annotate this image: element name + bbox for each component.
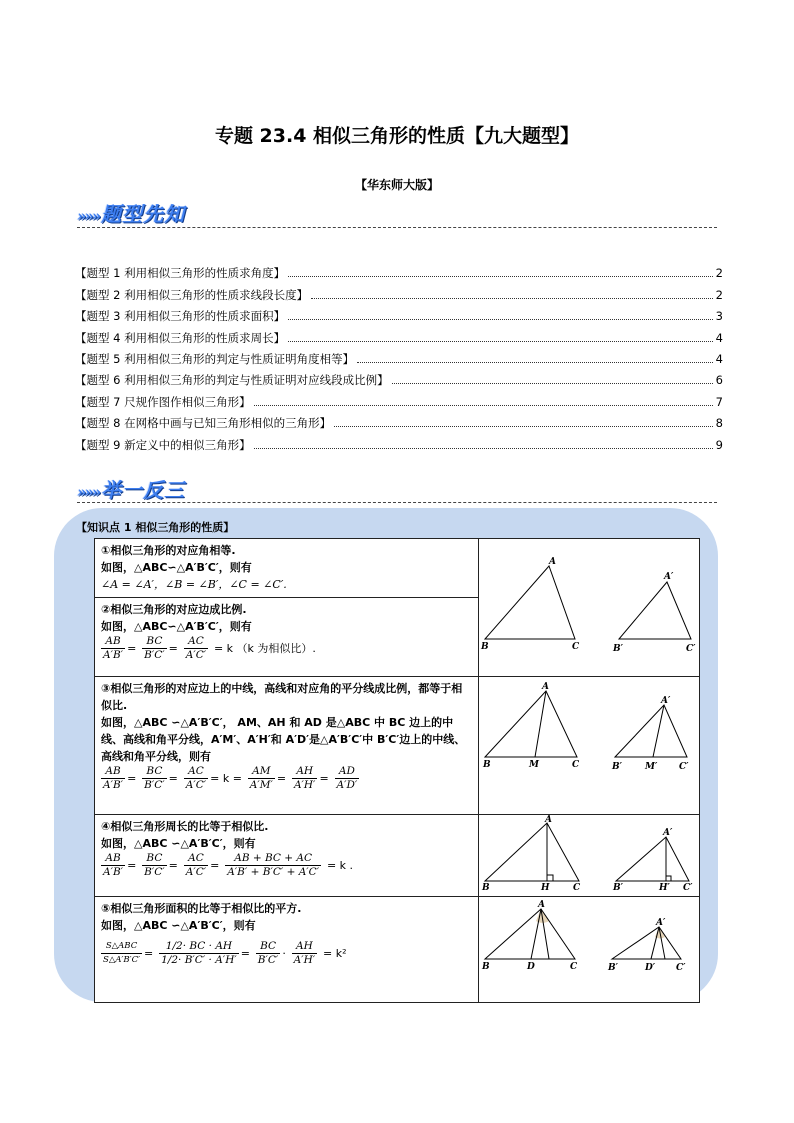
svg-text:C: C xyxy=(572,760,580,770)
svg-text:C′: C′ xyxy=(679,762,689,772)
knowledge-table xyxy=(94,538,700,1003)
svg-text:C: C xyxy=(570,962,578,972)
bisector-triangles-figure xyxy=(479,897,699,997)
divider xyxy=(77,502,717,503)
toc-item[interactable]: 【题型 1 利用相似三角形的性质求角度】 2 xyxy=(75,266,723,281)
figure-median-triangles xyxy=(479,677,700,815)
table-of-contents xyxy=(75,259,723,452)
toc-item[interactable]: 【题型 3 利用相似三角形的性质求面积】 3 xyxy=(75,309,723,324)
svg-text:A: A xyxy=(538,900,545,910)
svg-text:C: C xyxy=(573,883,581,891)
toc-item[interactable]: 【题型 7 尺规作图作相似三角形】 7 xyxy=(75,394,723,409)
property-4: ④相似三角形周长的比等于相似比. 如图，△ABC ∽△A′B′C′，则有 $\frac{AB}{A'B'}$ = $\frac{BC}{B'C'}$ = $\frac{AC}{A'C'}$ = $\frac{AB + BC + AC}{A'B' + B'C' + A'C'}$ = k . xyxy=(95,815,479,897)
page-subtitle: 【华东师大版】 xyxy=(354,178,439,192)
svg-text:H: H xyxy=(541,883,550,891)
section-banner-examples xyxy=(77,474,185,503)
svg-text:A′: A′ xyxy=(663,828,673,838)
svg-text:A: A xyxy=(549,557,556,567)
toc-item[interactable]: 【题型 4 利用相似三角形的性质求周长】 4 xyxy=(75,330,723,345)
svg-text:H′: H′ xyxy=(659,883,670,891)
svg-text:A: A xyxy=(542,682,549,692)
median-triangles-figure xyxy=(479,677,699,809)
divider xyxy=(77,227,717,228)
property-2: ②相似三角形的对应边成比例. 如图，△ABC∽△A′B′C′，则有 $\frac{AB}{A'B'}$ = $\frac{BC}{B'C'}$ = $\frac{AC}{A'C'}$ = k （k 为相似比）. xyxy=(95,597,479,676)
arrows-icon: »»» xyxy=(77,483,100,501)
figure-altitude-triangles xyxy=(479,815,700,897)
svg-text:D: D xyxy=(527,962,535,972)
svg-text:A′: A′ xyxy=(661,696,671,706)
banner-toc-label: 题型先知 xyxy=(101,202,186,226)
svg-text:B: B xyxy=(482,883,490,891)
svg-text:B′: B′ xyxy=(608,963,618,973)
svg-text:M: M xyxy=(529,760,539,770)
arrows-icon: »»» xyxy=(77,207,100,225)
property-5: ⑤相似三角形面积的比等于相似比的平方. 如图，△ABC ∽△A′B′C′，则有 $\frac{\text{S△ABC}}{S\triangle A'B'C'}$ = $\frac{1/2\cdot BC \cdot AH}{1/2\cdot B'C' \cdot A'H'}$ = $\frac{BC}{B'C'}$ · $\frac{AH}{A'H'}$ = k² xyxy=(95,897,479,1003)
svg-text:B: B xyxy=(482,962,490,972)
svg-text:B′: B′ xyxy=(613,644,623,654)
page-title: 专题 23.4 相似三角形的性质【九大题型】 xyxy=(214,125,580,147)
toc-item[interactable]: 【题型 9 新定义中的相似三角形】 9 xyxy=(75,437,723,452)
svg-text:A′: A′ xyxy=(664,572,674,582)
figure-bisector-triangles xyxy=(479,897,700,1003)
similar-triangles-figure xyxy=(479,539,699,671)
svg-text:C′: C′ xyxy=(676,963,686,973)
toc-item[interactable]: 【题型 5 利用相似三角形的判定与性质证明角度相等】 4 xyxy=(75,351,723,366)
svg-text:B: B xyxy=(481,642,489,652)
property-1: ①相似三角形的对应角相等. 如图，△ABC∽△A′B′C′，则有 ∠A = ∠A′，∠B = ∠B′，∠C = ∠C′. xyxy=(95,539,479,598)
svg-text:A: A xyxy=(545,815,552,825)
knowledge-label: 【知识点 1 相似三角形的性质】 xyxy=(76,521,235,534)
svg-text:M′: M′ xyxy=(645,762,658,772)
figure-basic-triangles xyxy=(479,539,700,677)
toc-item[interactable]: 【题型 8 在网格中画与已知三角形相似的三角形】 8 xyxy=(75,416,723,431)
section-banner-toc xyxy=(77,198,185,227)
svg-text:C: C xyxy=(572,642,580,652)
banner-examples-label: 举一反三 xyxy=(101,478,186,502)
svg-text:B′: B′ xyxy=(613,883,623,891)
toc-item[interactable]: 【题型 6 利用相似三角形的判定与性质证明对应线段成比例】 6 xyxy=(75,373,723,388)
svg-text:C′: C′ xyxy=(686,644,696,654)
svg-text:C′: C′ xyxy=(683,883,693,891)
svg-text:D′: D′ xyxy=(645,963,656,973)
svg-text:A′: A′ xyxy=(656,918,666,928)
svg-text:B′: B′ xyxy=(612,762,622,772)
altitude-triangles-figure xyxy=(479,815,699,891)
property-3: ③相似三角形的对应边上的中线，高线和对应角的平分线成比例，都等于相似比. 如图，△ABC ∽△A′B′C′， AM、AH 和 AD 是△ABC 中 BC 边上的中线、高线和角平分线，A′M′、A′H′和 A′D′是△A′B′C′中 B′C′边上的中线、高线和角平分线，则有 $\frac{AB}{A'B'}$ = $\frac{BC}{B'C'}$ = $\frac{AC}{A'C'}$ = k = $\frac{AM}{A'M'}$ = $\frac{AH}{A'H'}$ = $\frac{AD}{A'D'}$ xyxy=(95,677,479,815)
svg-text:B: B xyxy=(483,760,491,770)
toc-item[interactable]: 【题型 2 利用相似三角形的性质求线段长度】 2 xyxy=(75,287,723,302)
